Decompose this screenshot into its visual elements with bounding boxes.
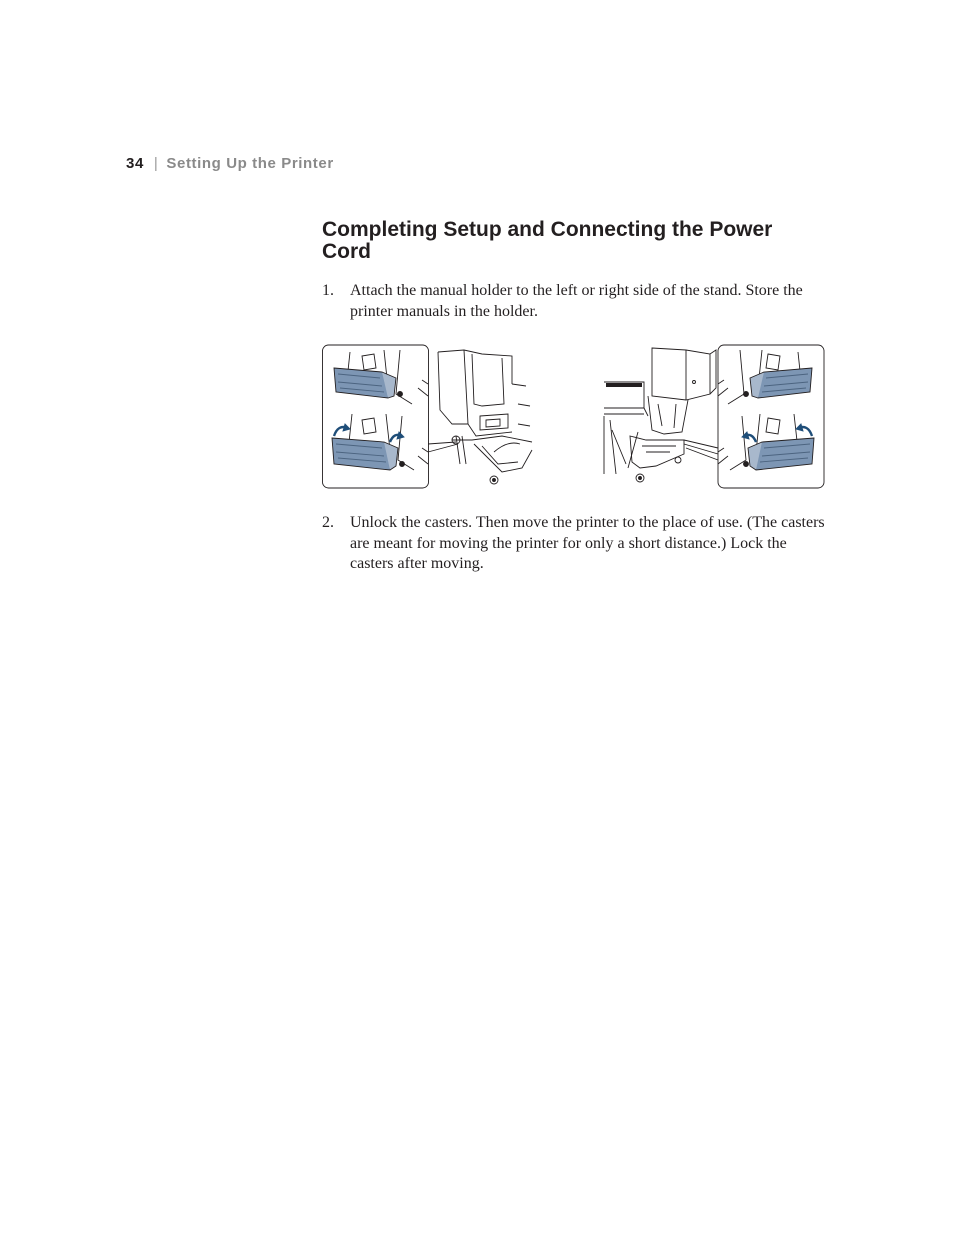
- step-number: 2.: [322, 514, 334, 531]
- running-header: [126, 155, 334, 172]
- left-printer-stand: [438, 350, 532, 484]
- left-inset-detail: [323, 345, 429, 488]
- manual-holder-illustration: [322, 344, 825, 490]
- step-1: [322, 281, 826, 322]
- step-text: Attach the manual holder to the left or right side of the stand. Store the printer manuals in the holder.: [350, 282, 803, 320]
- step-text: Unlock the casters. Then move the printer to the place of use. (The casters are meant for moving the printer for only a short distance.) Lock the casters after moving.: [350, 514, 825, 572]
- page-number: 34: [126, 155, 144, 172]
- section-title: Completing Setup and Connecting the Power Cord: [322, 218, 773, 263]
- right-inset-detail: [718, 345, 824, 488]
- step-number: 1.: [322, 282, 334, 299]
- chapter-title: Setting Up the Printer: [166, 155, 334, 172]
- header-separator: |: [153, 155, 159, 172]
- right-printer-stand: [604, 348, 718, 482]
- step-2: [322, 513, 826, 575]
